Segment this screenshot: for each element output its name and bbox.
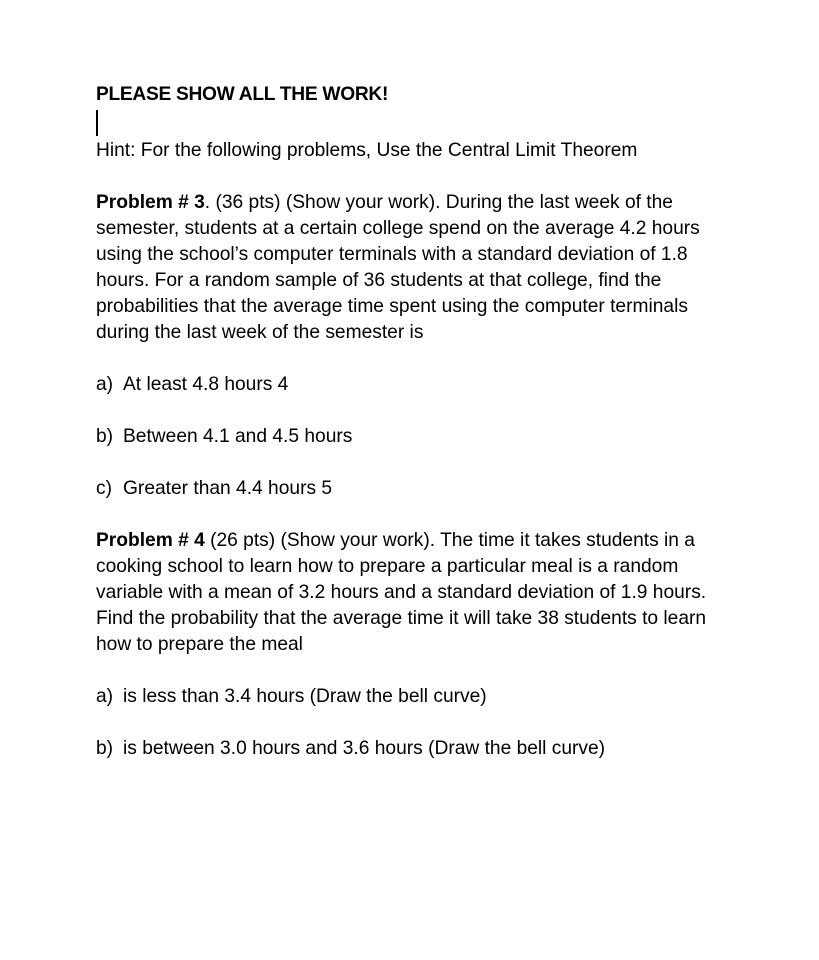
problem-3-part-b [96,424,736,450]
problem-4-part-a [96,684,736,710]
problem-4-statement [96,528,736,658]
problem-4-body: (26 pts) (Show your work). The time it takes students in a cooking school to learn how to prepare a particular meal is a random variable with a mean of 3.2 hours and a standard deviation of 1.9 hours. Find the probability that the average time it will take 38 students to learn how to prepare the meal [96,530,707,655]
problem-3 [96,190,736,502]
problem-4-parts [96,684,736,762]
problem-4-title: Problem # 4 [96,530,205,551]
problem-3-statement [96,190,736,346]
part-label: b) [96,738,114,759]
document-page [96,82,736,762]
text-cursor [96,110,98,136]
part-text: At least 4.8 hours 4 [123,374,289,395]
part-label: b) [96,426,114,447]
part-text: is between 3.0 hours and 3.6 hours (Draw the bell curve) [123,738,606,759]
part-label: a) [96,686,114,707]
problem-3-title: Problem # 3 [96,192,205,213]
part-text: is less than 3.4 hours (Draw the bell curve) [123,686,487,707]
problem-3-title-suffix: . [204,192,211,213]
problem-3-part-c [96,476,736,502]
problem-4-part-b [96,736,736,762]
part-text: Between 4.1 and 4.5 hours [123,426,353,447]
page-heading: PLEASE SHOW ALL THE WORK! [96,84,389,105]
part-label: a) [96,374,114,395]
part-label: c) [96,478,112,499]
problem-3-part-a [96,372,736,398]
part-text: Greater than 4.4 hours 5 [123,478,333,499]
problem-3-body: (36 pts) (Show your work). During the last week of the semester, students at a certain college spend on the average 4.2 hours using the school’s computer terminals with a standard deviation of 1.8 hours. For a random sample of 36 students at that college, find the probabilities that the average time spent using the computer terminals during the last week of the semester is [96,192,700,343]
hint-text: Hint: For the following problems, Use the Central Limit Theorem [96,140,638,161]
problem-3-parts [96,372,736,502]
problem-4 [96,528,736,762]
